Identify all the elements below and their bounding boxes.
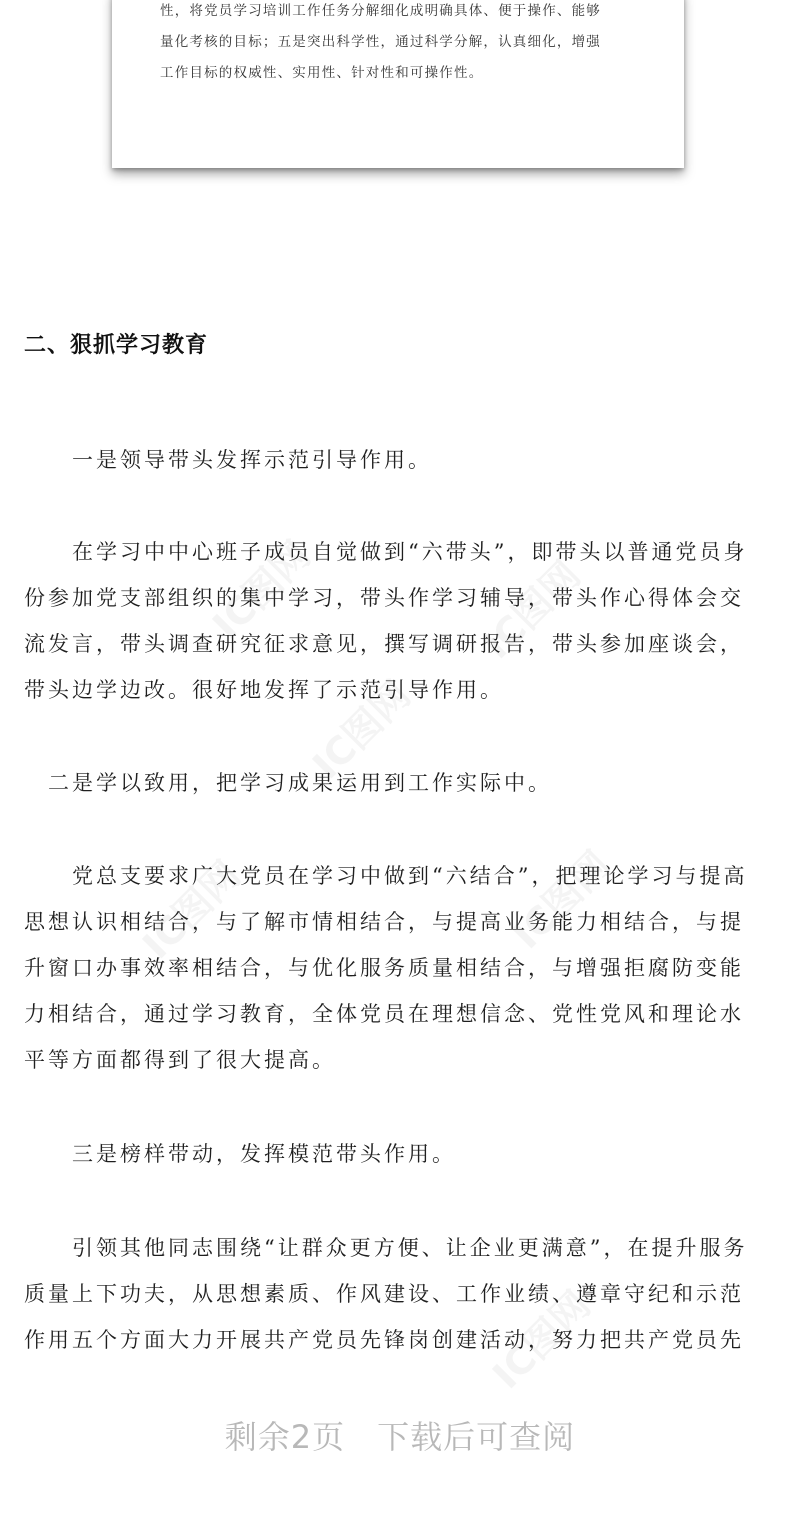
- watermark: IC图网: [134, 852, 249, 968]
- watermark: IC图网: [484, 1282, 599, 1398]
- paragraph-leaders: [24, 529, 784, 713]
- watermark: IC图网: [304, 672, 419, 788]
- card-line: 量化考核的目标；五是突出科学性，通过科学分解，认真细化，增强: [160, 34, 601, 50]
- paragraph-line: 流发言，带头调查研究征求意见，撰写调研报告，带头参加座谈会，: [24, 632, 744, 656]
- paragraph-apply: [24, 853, 784, 1083]
- paragraph-line: 党总支要求广大党员在学习中做到“六结合”，把理论学习与提高: [72, 864, 748, 888]
- paragraph-line: 思想认识相结合，与了解市情相结合，与提高业务能力相结合，与提: [24, 910, 744, 934]
- download-action-label[interactable]: 下载后可查阅: [377, 1418, 576, 1456]
- card-line: 工作目标的权威性、实用性、针对性和可操作性。: [160, 65, 484, 81]
- paragraph-line: 升窗口办事效率相结合，与优化服务质量相结合，与增强拒腐防变能: [24, 956, 744, 980]
- paragraph-model: [24, 1225, 784, 1363]
- paragraph-line: 平等方面都得到了很大提高。: [24, 1048, 336, 1072]
- subheading-apply: [24, 760, 784, 806]
- card-text: [160, 0, 648, 89]
- subheading-model: [24, 1131, 784, 1177]
- paragraph-line: 作用五个方面大力开展共产党员先锋岗创建活动，努力把共产党员先: [24, 1328, 744, 1352]
- paragraph-line: 力相结合，通过学习教育，全体党员在理想信念、党性党风和理论水: [24, 1002, 744, 1026]
- paragraph-line: 带头边学边改。很好地发挥了示范引导作用。: [24, 678, 504, 702]
- paragraph-line: 质量上下功夫，从思想素质、作风建设、工作业绩、遵章守纪和示范: [24, 1282, 744, 1306]
- paragraph-line: 在学习中中心班子成员自觉做到“六带头”，即带头以普通党员身: [72, 540, 748, 564]
- watermark: IC图网: [504, 842, 619, 958]
- paragraph-line: 三是榜样带动，发挥模范带头作用。: [72, 1142, 456, 1166]
- paragraph-line: 引领其他同志围绕“让群众更方便、让企业更满意”，在提升服务: [72, 1236, 748, 1260]
- download-prompt[interactable]: [0, 1412, 800, 1458]
- watermark: IC图网: [474, 552, 589, 668]
- remaining-pages-label: 剩余2页: [224, 1418, 346, 1456]
- paragraph-line: 份参加党支部组织的集中学习，带头作学习辅导，带头作心得体会交: [24, 586, 744, 610]
- paragraph-line: 一是领导带头发挥示范引导作用。: [72, 448, 432, 472]
- paragraph-line: 二是学以致用，把学习成果运用到工作实际中。: [48, 771, 552, 795]
- watermark: IC图网: [204, 532, 319, 648]
- section-heading: 二、狠抓学习教育: [24, 333, 209, 358]
- previous-page-card: [112, 0, 684, 168]
- subheading-leaders: [24, 437, 784, 483]
- card-line: 性，将党员学习培训工作任务分解细化成明确具体、便于操作、能够: [160, 3, 601, 19]
